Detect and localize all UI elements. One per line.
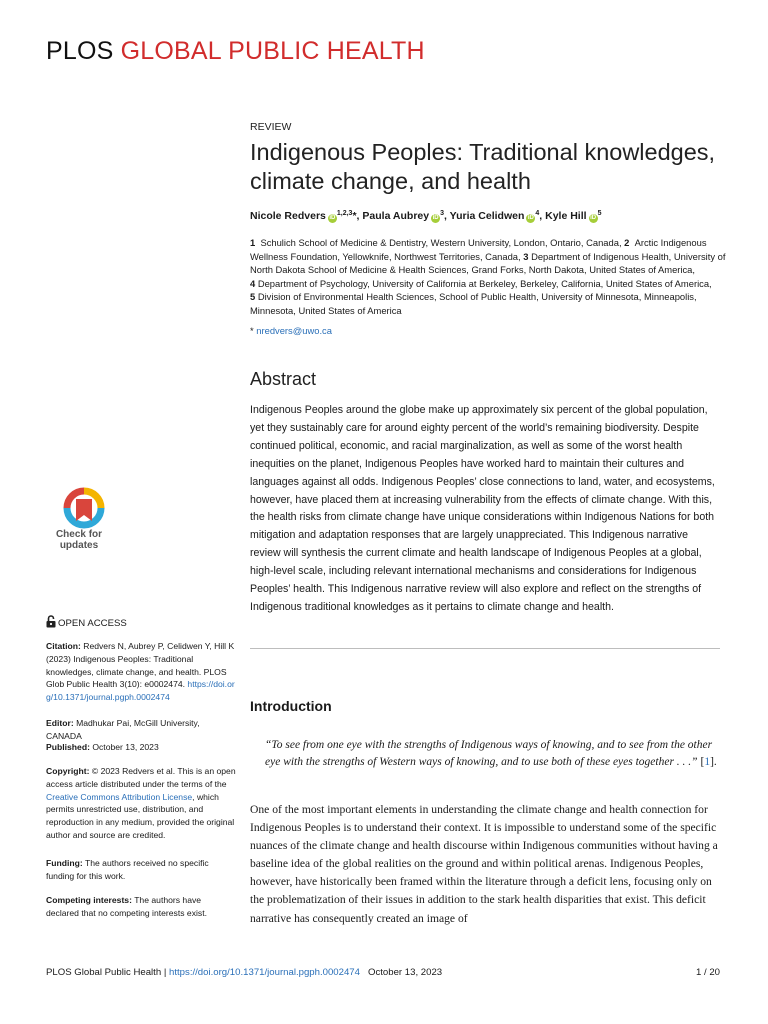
page-number: 1 / 20 [695, 967, 720, 978]
funding-label: Funding: [46, 858, 83, 868]
citation-text: Redvers N, Aubrey P, Celidwen Y, Hill K (2023) Indigenous Peoples: Traditional knowledges, climate change, and health. PLOS Glob Public Health 3(10): e0002474. [46, 641, 235, 690]
funding-block [46, 857, 236, 883]
author-name[interactable]: Yuria Celidwen [449, 210, 525, 222]
author-name[interactable]: Kyle Hill [545, 210, 587, 222]
published-block [46, 741, 236, 754]
epigraph-quote [265, 737, 720, 771]
section-divider [250, 648, 720, 649]
affiliation-number: 3 [523, 250, 529, 262]
affiliation-number: 4 [250, 277, 256, 289]
editor-label: Editor: [46, 718, 74, 728]
author-affiliation-sup: 5 [597, 210, 602, 217]
reference-link[interactable]: 1 [704, 756, 711, 768]
copyright-label: Copyright: [46, 766, 90, 776]
corresponding-email-link[interactable]: nredvers@uwo.ca [256, 325, 332, 336]
editor-text: Madhukar Pai, McGill University, CANADA [46, 718, 200, 741]
copyright-block [46, 765, 236, 842]
author-name[interactable]: Nicole Redvers [250, 210, 326, 222]
page-footer [46, 967, 442, 978]
introduction-paragraph: One of the most important elements in understanding the climate change and health connection for Indigenous Peoples is to understand their context. It is impossible to understand some of the specific nuances of the climate change and health discourse within Indigenous communities without having a baseline idea of the global realities on the ground and within political arenas. Indigenous Peoples, however, have historically been framed within the literature through a deficit lens, focusing only on the problematization of their issues in addition to the stark health disparities that exist. This deficit narrative has consequently created an image of [250, 803, 718, 925]
author-separator: , [356, 210, 363, 222]
author-affiliation-sup: 4 [535, 210, 540, 217]
affiliation-number: 2 [624, 237, 630, 248]
journal-name: GLOBAL PUBLIC HEALTH [120, 37, 425, 65]
author-name[interactable]: Paula Aubrey [362, 210, 430, 222]
affiliations [250, 236, 730, 318]
article-type: REVIEW [250, 121, 292, 133]
corresponding-mark: * [352, 210, 357, 222]
orcid-icon[interactable]: iD [432, 215, 439, 221]
author-affiliation-sup: 3 [440, 210, 445, 217]
open-access-text: OPEN ACCESS [58, 618, 127, 629]
author-separator: , [539, 210, 546, 222]
affiliation-number: 5 [250, 291, 256, 303]
affiliation-text: Division of Environmental Health Sciences, School of Public Health, University of Minnesota, Minneapolis, Minnesota, United States of America [250, 291, 697, 316]
funding-text: The authors received no specific funding for this work. [46, 858, 209, 881]
check-for-updates-label[interactable] [46, 529, 112, 551]
article-title: Indigenous Peoples: Traditional knowledges, climate change, and health [250, 139, 716, 194]
citation-label: Citation: [46, 641, 81, 651]
journal-prefix: PLOS [46, 37, 114, 65]
quote-ref-close: ]. [710, 756, 717, 768]
copyright-text: © 2023 Redvers et al. This is an open access article distributed under the terms of the [46, 766, 236, 789]
orcid-icon[interactable]: iD [527, 215, 534, 221]
footer-journal: PLOS Global Public Health [46, 967, 162, 978]
orcid-icon[interactable]: iD [329, 215, 336, 221]
footer-date: October 13, 2023 [367, 967, 443, 978]
affiliation-text: Department of Psychology, University of California at Berkeley, Berkeley, California, United States of America, [257, 277, 712, 289]
published-label: Published: [46, 742, 90, 752]
affiliation-text: Schulich School of Medicine & Dentistry, Western University, London, Ontario, Canada, [260, 237, 622, 248]
open-lock-icon [46, 615, 56, 631]
competing-interests-block [46, 894, 236, 920]
check-for-updates-icon [51, 487, 117, 531]
author-affiliation-sup: 1,2,3 [336, 210, 353, 217]
competing-interests-text: The authors have declared that no competing interests exist. [46, 895, 207, 918]
corresponding-author [250, 325, 332, 336]
copyright-text-continued: , which permits unrestricted use, distribution, and reproduction in any medium, provided the original author and source are credited. [46, 791, 235, 840]
check-for-updates-line1: Check for [55, 529, 103, 540]
affiliation-text: Arctic Indigenous Wellness Foundation, Yellowknife, Northwest Territories, Canada, [250, 237, 707, 262]
editor-block [46, 717, 236, 743]
quote-ref-open: [ [697, 756, 705, 768]
citation-block [46, 640, 236, 704]
introduction-heading: Introduction [250, 698, 332, 714]
journal-title [46, 37, 425, 66]
check-for-updates-line2: updates [59, 540, 99, 551]
author-list [250, 210, 601, 223]
abstract-heading: Abstract [250, 369, 317, 389]
author-separator: , [444, 210, 450, 222]
open-access-label [46, 615, 127, 631]
license-link[interactable]: Creative Commons Attribution License [46, 791, 193, 802]
footer-doi-link[interactable]: https://doi.org/10.1371/journal.pgph.0002474 [169, 967, 360, 978]
footer-separator: | [161, 967, 170, 978]
corresponding-star: * [250, 325, 254, 336]
affiliation-text: Department of Indigenous Health, University of North Dakota School of Medicine & Health Sciences, Grand Forks, North Dakota, United States of America, [250, 250, 726, 276]
published-text: October 13, 2023 [92, 742, 159, 752]
quote-text: “To see from one eye with the strengths of Indigenous ways of knowing, and to see from the other eye with the strengths of Western ways of knowing, and to use both of these eyes together . . .” [265, 739, 713, 768]
citation-doi-link[interactable]: https://doi.org/10.1371/journal.pgph.0002474 [46, 679, 235, 703]
orcid-icon[interactable]: iD [590, 215, 597, 221]
abstract-text: Indigenous Peoples around the globe make up approximately six percent of the global population, yet they sustainably care for around eighty percent of the world’s remaining biodiversity. Despite continued political, economic, and racial marginalization, as well as some of the worst health inequities on the planet, Indigenous Peoples have worked hard to maintain their cultures and languages against all odds. Indigenous Peoples’ close connections to land, water, and ecosystems, however, have placed them at increasing vulnerability from the effects of climate change. With this, the health risks from climate change have unique considerations within Indigenous Nations for both mitigation and adaptation responses that are largely unappreciated. This Indigenous narrative review will synthesis the current climate and health landscape of Indigenous Peoples at a global, high-level scale, including relevant international mechanisms and considerations for Indigenous Peoples’ health. This Indigenous narrative review will also explore and reflect on the strengths of Indigenous traditional knowledges as it pertains to climate change and health. [250, 404, 715, 613]
competing-interests-label: Competing interests: [46, 895, 132, 905]
affiliation-number: 1 [250, 237, 256, 248]
